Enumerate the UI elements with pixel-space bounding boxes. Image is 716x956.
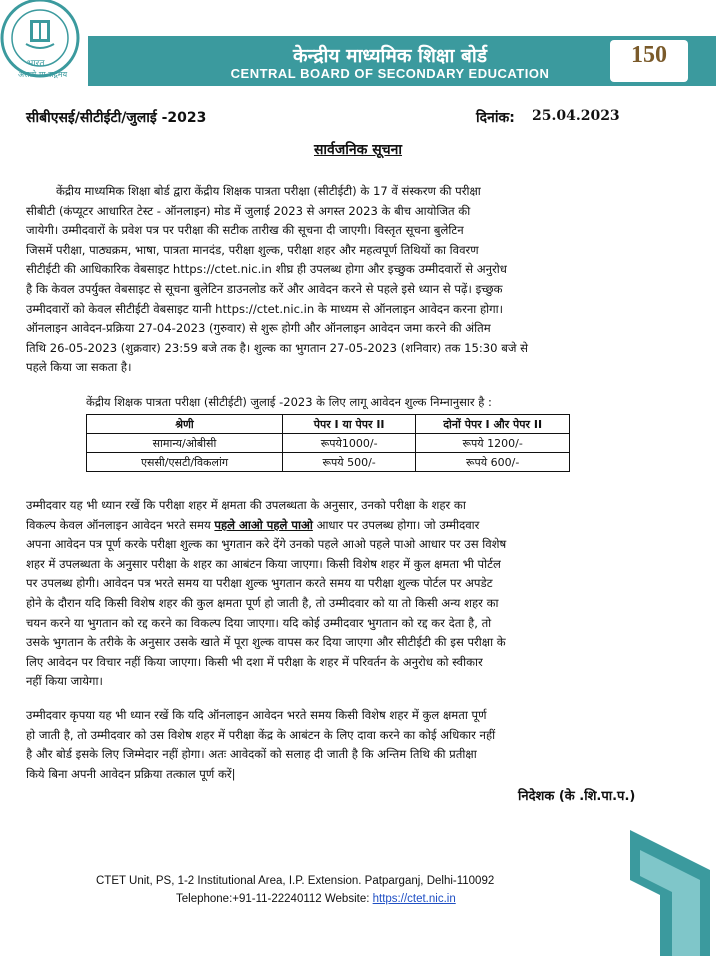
anniversary-years: 150 — [631, 42, 667, 68]
date-value: 25.04.2023 — [532, 108, 620, 124]
table-row — [87, 453, 570, 472]
notice-title: सार्वजनिक सूचना — [313, 142, 403, 158]
org-name-english: CENTRAL BOARD OF SECONDARY EDUCATION — [230, 66, 550, 81]
text-line: पर उपलब्ध होगी। आवेदन पत्र भरते समय या परीक्षा शुल्क भुगतान करते समय या परीक्षा शुल्क पोर्टल पर अपडेट — [26, 576, 493, 591]
org-name-hindi: केन्द्रीय माध्यमिक शिक्षा बोर्ड — [293, 45, 487, 67]
text-line: केंद्रीय माध्यमिक शिक्षा बोर्ड द्वारा केंद्रीय शिक्षक पात्रता परीक्षा (सीटीईटी) के 17 वें संस्करण की परीक्षा — [56, 184, 481, 198]
text-line: सीटीईटी की आधिकारिक वेबसाइट https://ctet.nic.in शीघ्र ही उपलब्ध होगा और इच्छुक उम्मीदवारों से अनुरोध — [26, 262, 507, 277]
text-line: पहले किया जा सकता है। — [26, 360, 132, 375]
text-segment: विकल्प केवल ऑनलाइन आवेदन भरते समय — [26, 517, 211, 532]
cell-both-fee: रूपये 1200/- — [416, 434, 570, 453]
text-line: लिए आवेदन पर विचार नहीं किया जाएगा। किसी भी दशा में परीक्षा के शहर में परिवर्तन के अनुरोध को स्वीकार — [26, 654, 483, 669]
text-line: उम्मीदवारों को केवल सीटीईटी वेबसाइट यानी https://ctet.nic.in के माध्यम से ऑनलाइन आवेदन करना होगा। — [26, 301, 504, 316]
text-line: नहीं किया जायेगा। — [26, 674, 103, 689]
fee-table — [86, 414, 570, 472]
footer-telephone: Telephone:+91-11-22240112 Website: — [176, 893, 370, 905]
text-line: जिसमें परीक्षा, पाठ्यक्रम, भाषा, पात्रता मानदंड, परीक्षा शुल्क, परीक्षा शहर और महत्वपूर्ण तिथियों का विवरण — [26, 242, 479, 257]
paragraph-city-allocation — [26, 496, 690, 692]
header-single-paper: पेपर I या पेपर II — [282, 415, 415, 434]
corner-decoration — [560, 800, 716, 956]
cell-single-fee: रूपये 500/- — [282, 453, 415, 472]
table-row — [87, 434, 570, 453]
text-line: है कि केवल उपर्युक्त वेबसाइट से सूचना बुलेटिन डाउनलोड करें और आवेदन करने से पहले इसे ध्यान से पढ़ें। इच्छुक — [26, 281, 503, 296]
website-link[interactable]: https://ctet.nic.in — [372, 893, 456, 905]
footer-contact — [176, 893, 456, 905]
text-line: अपना आवेदन पत्र पूर्ण करके परीक्षा शुल्क का भुगतान करे देंगे उनको पहले आओ पहले पाओ आधार पर उस विशेष — [26, 537, 507, 552]
first-come-first-served-emphasis: पहले आओ पहले पाओ — [214, 517, 313, 532]
text-line: है और बोर्ड इसके लिए जिम्मेदार नहीं होगा। अतः आवेदकों को सलाह दी जाती है कि अन्तिम तिथि की प्रतीक्षा — [26, 747, 477, 762]
letterhead — [0, 0, 716, 98]
paragraph-announcement — [26, 182, 690, 378]
text-line — [26, 516, 690, 536]
text-line: उम्मीदवार कृपया यह भी ध्यान रखें कि यदि ऑनलाइन आवेदन भरते समय किसी विशेष शहर में कुल क्षमता पूर्ण — [26, 708, 487, 722]
header-both-papers: दोनों पेपर I और पेपर II — [416, 415, 570, 434]
fee-table-caption: केंद्रीय शिक्षक पात्रता परीक्षा (सीटीईटी) जुलाई -2023 के लिए लागू आवेदन शुल्क निम्नानुसार है : — [86, 395, 492, 409]
fee-table-header-row — [87, 415, 570, 434]
text-line: किये बिना अपनी आवेदन प्रक्रिया तत्काल पूर्ण करें| — [26, 766, 236, 781]
footer-address: CTET Unit, PS, 1-2 Institutional Area, I.P. Extension. Patparganj, Delhi-110092 — [96, 875, 495, 887]
cell-both-fee: रूपये 600/- — [416, 453, 570, 472]
anniversary-badge — [610, 40, 688, 82]
text-line: तिथि 26-05-2023 (शुक्रवार) 23:59 बजे तक है। शुल्क का भुगतान 27-05-2023 (शनिवार) तक 15:30 बजे से — [26, 340, 528, 355]
text-line: उसके भुगतान के तरीके के अनुसार उसके खाते में पूरा शुल्क वापस कर दिया जाएगा और सीटीईटी की इस परीक्षा के — [26, 635, 506, 650]
text-line: सीबीटी (कंप्यूटर आधारित टेस्ट - ऑनलाइन) मोड में जुलाई 2023 से अगस्त 2023 के बीच आयोजित की — [26, 203, 471, 218]
text-line: चयन करने या भुगतान को रद्द करने का विकल्प दिया जाएगा। यदि कोई उम्मीदवार भुगतान को रद्द कर देता है, तो — [26, 615, 492, 630]
text-line: शहर में उपलब्धता के अनुसार परीक्षा के शहर का आबंटन किया जाएगा। किसी विशेष शहर में कुल क्षमता भी पोर्टल — [26, 556, 501, 571]
emblem-caption: भारत — [27, 59, 45, 69]
text-line: जायेगी। उम्मीदवारों के प्रवेश पत्र पर परीक्षा की सटीक तारीख की सूचना दी जाएगी। विस्तृत सूचना बुलेटिन — [26, 223, 464, 238]
paragraph-advisory — [26, 706, 690, 784]
text-line: होने के दौरान यदि किसी विशेष शहर की कुल क्षमता पूर्ण हो जाती है, तो उम्मीदवार को या तो किसी अन्य शहर का — [26, 595, 499, 610]
text-line: उम्मीदवार यह भी ध्यान रखें कि परीक्षा शहर में क्षमता की उपलब्धता के अनुसार, उनको परीक्षा के शहर का — [26, 498, 466, 512]
signature-designation: निदेशक (के .शि.पा.प.) — [518, 789, 636, 804]
reference-number: सीबीएसई/सीटीईटी/जुलाई -2023 — [26, 110, 207, 126]
text-line: हो जाती है, तो उम्मीदवार को उस विशेष शहर में परीक्षा केंद्र के आबंटन के लिए दावा करने का कोई अधिकार नहीं — [26, 727, 496, 742]
text-segment: आधार पर उपलब्ध होगा। जो उम्मीदवार — [316, 517, 480, 532]
cell-category: सामान्य/ओबीसी — [87, 434, 283, 453]
date-label: दिनांक: — [476, 110, 515, 126]
cell-single-fee: रूपये1000/- — [282, 434, 415, 453]
cell-category: एससी/एसटी/विकलांग — [87, 453, 283, 472]
emblem-motto: असतो मा सद्गमय — [18, 70, 68, 79]
text-line: ऑनलाइन आवेदन-प्रक्रिया 27-04-2023 (गुरुवार) से शुरू होगी और ऑनलाइन आवेदन जमा करने की अंतिम — [26, 321, 491, 336]
header-category: श्रेणी — [87, 415, 283, 434]
